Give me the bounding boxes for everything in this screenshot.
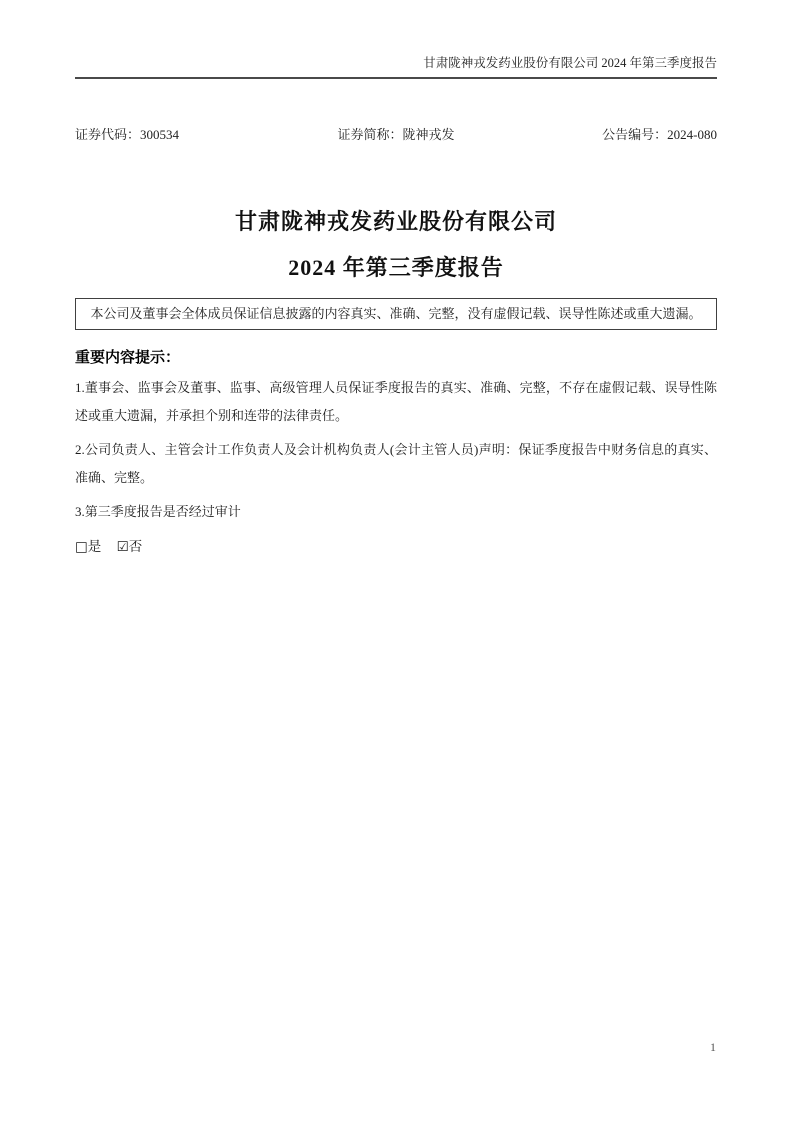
header-rule	[75, 77, 717, 79]
audit-option-no-label: 否	[128, 539, 143, 554]
stock-code-label: 证券代码：	[75, 127, 141, 142]
announcement-value: 2024-080	[667, 127, 717, 142]
checkbox-checked-icon: ☑	[116, 539, 129, 555]
stock-abbr-value: 陇神戎发	[402, 127, 455, 142]
document-title-report: 2024 年第三季度报告	[288, 255, 504, 280]
securities-info-line	[75, 127, 717, 143]
note-paragraph-3: 3.第三季度报告是否经过审计	[75, 504, 241, 519]
page-number: 1	[710, 1040, 716, 1054]
document-title-company: 甘肃陇神戎发药业股份有限公司	[234, 209, 557, 234]
stock-abbr-label: 证券简称：	[337, 127, 403, 142]
audit-option-no	[117, 533, 143, 561]
announcement-label: 公告编号：	[602, 127, 668, 142]
audit-choice-line	[75, 533, 717, 561]
audit-option-yes	[75, 533, 101, 561]
note-paragraph-1: 1.董事会、监事会及董事、监事、高级管理人员保证季度报告的真实、准确、完整，不存在虚假记载、误导性陈述或重大遗漏，并承担个别和连带的法律责任。	[75, 380, 717, 423]
disclosure-statement-box	[75, 298, 717, 330]
stock-abbr	[337, 127, 454, 143]
audit-option-yes-label: 是	[87, 539, 102, 554]
stock-code-value: 300534	[140, 127, 180, 142]
announcement-number	[455, 127, 717, 143]
important-notice-heading: 重要内容提示：	[75, 350, 181, 366]
checkbox-unchecked-icon: □	[75, 539, 88, 555]
stock-code	[75, 127, 337, 143]
disclosure-statement-text: 本公司及董事会全体成员保证信息披露的内容真实、准确、完整，没有虚假记载、误导性陈述或重大遗漏。	[90, 306, 702, 321]
note-paragraph-2: 2.公司负责人、主管会计工作负责人及会计机构负责人(会计主管人员)声明：保证季度报告中财务信息的真实、准确、完整。	[75, 442, 717, 485]
running-header-title: 甘肃陇神戎发药业股份有限公司 2024 年第三季度报告	[423, 56, 717, 70]
